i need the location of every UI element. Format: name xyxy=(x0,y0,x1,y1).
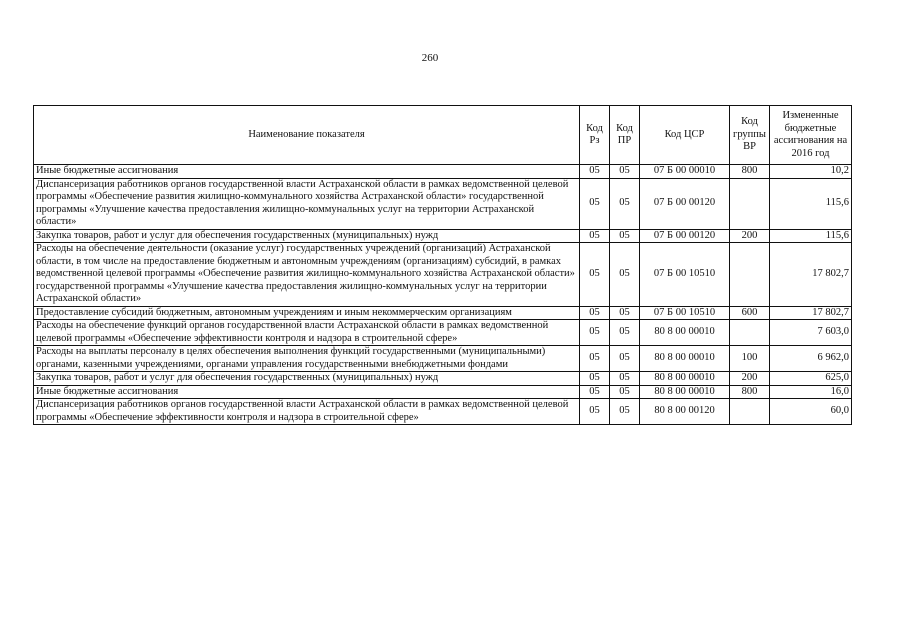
cell-csr: 80 8 00 00010 xyxy=(640,320,730,346)
cell-csr: 07 Б 00 10510 xyxy=(640,306,730,320)
cell-rz: 05 xyxy=(580,165,610,179)
cell-vr: 200 xyxy=(730,372,770,386)
cell-sum: 625,0 xyxy=(770,372,852,386)
table-row xyxy=(34,243,852,307)
cell-sum: 115,6 xyxy=(770,229,852,243)
cell-vr xyxy=(730,320,770,346)
cell-pr: 05 xyxy=(610,178,640,229)
cell-rz: 05 xyxy=(580,346,610,372)
cell-rz: 05 xyxy=(580,320,610,346)
table-row xyxy=(34,320,852,346)
table-row xyxy=(34,372,852,386)
cell-name: Закупка товаров, работ и услуг для обеспечения государственных (муниципальных) нужд xyxy=(34,229,580,243)
cell-pr: 05 xyxy=(610,320,640,346)
cell-vr: 200 xyxy=(730,229,770,243)
page-number: 260 xyxy=(421,52,439,64)
cell-sum: 7 603,0 xyxy=(770,320,852,346)
header-vr: Код группы ВР xyxy=(730,106,770,165)
cell-pr: 05 xyxy=(610,346,640,372)
cell-name: Расходы на выплаты персоналу в целях обеспечения выполнения функций государственными (муниципальными) органами, казенными учреждениями, органами управления государственными внебюджетными фондами xyxy=(34,346,580,372)
cell-pr: 05 xyxy=(610,229,640,243)
cell-rz: 05 xyxy=(580,399,610,425)
table-row xyxy=(34,306,852,320)
cell-rz: 05 xyxy=(580,385,610,399)
cell-pr: 05 xyxy=(610,372,640,386)
cell-sum: 60,0 xyxy=(770,399,852,425)
cell-sum: 115,6 xyxy=(770,178,852,229)
cell-rz: 05 xyxy=(580,372,610,386)
cell-csr: 07 Б 00 00120 xyxy=(640,229,730,243)
cell-vr xyxy=(730,399,770,425)
cell-pr: 05 xyxy=(610,243,640,307)
header-rz: Код Рз xyxy=(580,106,610,165)
cell-rz: 05 xyxy=(580,243,610,307)
cell-rz: 05 xyxy=(580,306,610,320)
cell-csr: 80 8 00 00010 xyxy=(640,372,730,386)
table-row xyxy=(34,178,852,229)
table-row xyxy=(34,399,852,425)
cell-csr: 07 Б 00 10510 xyxy=(640,243,730,307)
cell-vr xyxy=(730,178,770,229)
cell-name: Иные бюджетные ассигнования xyxy=(34,165,580,179)
cell-name: Закупка товаров, работ и услуг для обеспечения государственных (муниципальных) нужд xyxy=(34,372,580,386)
header-csr: Код ЦСР xyxy=(640,106,730,165)
cell-rz: 05 xyxy=(580,229,610,243)
cell-name: Расходы на обеспечение деятельности (оказание услуг) государственных учреждений (организаций) Астраханской области, в том числе на предоставление бюджетным и автономным учреждениям (организациям) субсидий, в рамках ведомственной целевой программы «Обеспечение развития жилищно-коммунального хозяйства Астраханской области» государственной программы «Улучшение качества предоставления жилищно-коммунальных услуг на территории Астраханской области» xyxy=(34,243,580,307)
cell-csr: 80 8 00 00010 xyxy=(640,385,730,399)
cell-name: Предоставление субсидий бюджетным, автономным учреждениям и иным некоммерческим организациям xyxy=(34,306,580,320)
cell-name: Диспансеризация работников органов государственной власти Астраханской области в рамках ведомственной целевой программы «Обеспечение развития жилищно-коммунального хозяйства Астраханской области» государственной программы «Улучшение качества предоставления жилищно-коммунальных услуг на территории Астраханской области» xyxy=(34,178,580,229)
cell-name: Расходы на обеспечение функций органов государственной власти Астраханской области в рамках ведомственной целевой программы «Обеспечение эффективности контроля и надзора в строительной сфере» xyxy=(34,320,580,346)
cell-sum: 17 802,7 xyxy=(770,306,852,320)
cell-vr xyxy=(730,243,770,307)
cell-csr: 07 Б 00 00120 xyxy=(640,178,730,229)
table-header-row xyxy=(34,106,852,165)
cell-name: Диспансеризация работников органов государственной власти Астраханской области в рамках ведомственной целевой программы «Обеспечение эффективности контроля и надзора в строительной сфере» xyxy=(34,399,580,425)
cell-vr: 600 xyxy=(730,306,770,320)
header-name: Наименование показателя xyxy=(34,106,580,165)
table-row xyxy=(34,229,852,243)
cell-name: Иные бюджетные ассигнования xyxy=(34,385,580,399)
cell-pr: 05 xyxy=(610,385,640,399)
cell-rz: 05 xyxy=(580,178,610,229)
cell-vr: 100 xyxy=(730,346,770,372)
header-pr: Код ПР xyxy=(610,106,640,165)
cell-pr: 05 xyxy=(610,306,640,320)
cell-vr: 800 xyxy=(730,385,770,399)
cell-sum: 10,2 xyxy=(770,165,852,179)
table-row xyxy=(34,165,852,179)
cell-pr: 05 xyxy=(610,399,640,425)
budget-table xyxy=(33,105,852,425)
cell-csr: 80 8 00 00010 xyxy=(640,346,730,372)
cell-sum: 17 802,7 xyxy=(770,243,852,307)
cell-sum: 6 962,0 xyxy=(770,346,852,372)
cell-vr: 800 xyxy=(730,165,770,179)
header-sum: Измененные бюджетные ассигнования на 2016 год xyxy=(770,106,852,165)
table-row xyxy=(34,385,852,399)
table-row xyxy=(34,346,852,372)
cell-csr: 80 8 00 00120 xyxy=(640,399,730,425)
cell-pr: 05 xyxy=(610,165,640,179)
cell-sum: 16,0 xyxy=(770,385,852,399)
cell-csr: 07 Б 00 00010 xyxy=(640,165,730,179)
